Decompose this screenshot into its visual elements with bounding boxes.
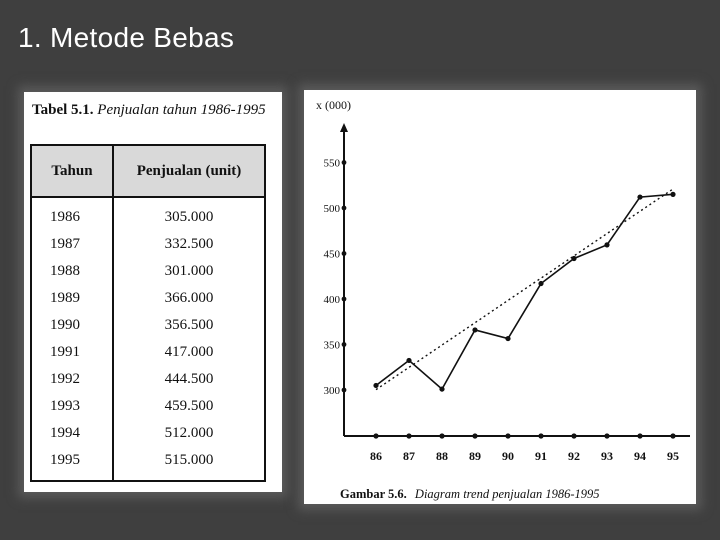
- sales-cell: 356.500: [113, 312, 265, 339]
- table-caption: [32, 102, 266, 119]
- table-row: [31, 447, 265, 481]
- year-cell: 1987: [31, 231, 113, 258]
- sales-cell: 332.500: [113, 231, 265, 258]
- chart-axes: [340, 123, 690, 436]
- y-ticks: [324, 158, 347, 398]
- year-cell: 1988: [31, 258, 113, 285]
- sales-point: [538, 281, 543, 286]
- sales-table: [30, 144, 266, 482]
- year-cell: 1992: [31, 366, 113, 393]
- table-row: [31, 393, 265, 420]
- table-caption-title: Penjualan tahun 1986-1995: [97, 102, 266, 118]
- sales-cell: 417.000: [113, 339, 265, 366]
- trend-line: [376, 189, 673, 390]
- x-tick-dot: [670, 433, 675, 438]
- x-tick-dot: [439, 433, 444, 438]
- x-tick-dot: [505, 433, 510, 438]
- sales-cell: 444.500: [113, 366, 265, 393]
- year-cell: 1991: [31, 339, 113, 366]
- x-tick-label: 88: [436, 449, 448, 463]
- sales-cell: 512.000: [113, 420, 265, 447]
- y-tick-dot: [342, 342, 347, 347]
- table-row: [31, 258, 265, 285]
- chart-panel: [304, 90, 696, 504]
- header-year: Tahun: [31, 145, 113, 197]
- y-tick-dot: [342, 160, 347, 165]
- table-row: [31, 339, 265, 366]
- sales-cell: 515.000: [113, 447, 265, 481]
- sales-point: [505, 336, 510, 341]
- x-ticks: [370, 433, 679, 463]
- year-cell: 1994: [31, 420, 113, 447]
- trend-chart: [304, 90, 696, 504]
- chart-caption-number: Gambar 5.6.: [340, 487, 407, 501]
- y-axis-label: x (000): [316, 98, 351, 112]
- sales-point: [439, 386, 444, 391]
- table-row: [31, 197, 265, 231]
- y-tick-dot: [342, 297, 347, 302]
- y-tick-label: 300: [323, 385, 340, 397]
- x-tick-label: 94: [634, 449, 646, 463]
- x-tick-label: 90: [502, 449, 514, 463]
- x-tick-label: 87: [403, 449, 415, 463]
- year-cell: 1995: [31, 447, 113, 481]
- y-tick-label: 500: [323, 203, 340, 215]
- x-tick-label: 92: [568, 449, 580, 463]
- y-tick-label: 450: [323, 248, 340, 261]
- chart-caption: [340, 487, 600, 501]
- x-tick-dot: [406, 433, 411, 438]
- x-tick-label: 95: [667, 449, 679, 463]
- y-tick-dot: [342, 388, 347, 393]
- table-header-row: [31, 145, 265, 197]
- y-tick-dot: [342, 206, 347, 211]
- table-caption-number: Tabel 5.1.: [32, 102, 94, 118]
- table-panel: [24, 92, 282, 492]
- sales-point: [637, 194, 642, 199]
- y-tick-label: 350: [323, 339, 340, 352]
- y-axis-arrow: [340, 123, 348, 132]
- slide-title: 1. Metode Bebas: [18, 22, 235, 53]
- x-tick-label: 89: [469, 449, 481, 463]
- y-tick-label: 400: [323, 294, 340, 306]
- year-cell: 1989: [31, 285, 113, 312]
- year-cell: 1986: [31, 197, 113, 231]
- x-tick-dot: [373, 433, 378, 438]
- sales-point: [406, 358, 411, 363]
- x-tick-label: 91: [535, 449, 547, 463]
- table-row: [31, 231, 265, 258]
- sales-cell: 366.000: [113, 285, 265, 312]
- x-tick-dot: [538, 433, 543, 438]
- x-tick-dot: [604, 433, 609, 438]
- sales-cell: 301.000: [113, 258, 265, 285]
- x-tick-label: 93: [601, 449, 613, 463]
- table-row: [31, 312, 265, 339]
- y-tick-label: 550: [323, 157, 340, 170]
- sales-point: [472, 327, 477, 332]
- sales-cell: 459.500: [113, 393, 265, 420]
- x-tick-dot: [637, 433, 642, 438]
- x-tick-dot: [472, 433, 477, 438]
- y-tick-dot: [342, 251, 347, 256]
- sales-point: [373, 383, 378, 388]
- sales-cell: 305.000: [113, 197, 265, 231]
- sales-point: [670, 192, 675, 197]
- sales-point: [604, 242, 609, 247]
- sales-line: [376, 194, 673, 389]
- year-cell: 1993: [31, 393, 113, 420]
- table-row: [31, 366, 265, 393]
- table-row: [31, 285, 265, 312]
- table-row: [31, 420, 265, 447]
- header-sales: Penjualan (unit): [113, 145, 265, 197]
- chart-caption-title: Diagram trend penjualan 1986-1995: [414, 487, 600, 501]
- x-tick-label: 86: [370, 449, 382, 463]
- year-cell: 1990: [31, 312, 113, 339]
- chart-series: [373, 189, 675, 392]
- x-tick-dot: [571, 433, 576, 438]
